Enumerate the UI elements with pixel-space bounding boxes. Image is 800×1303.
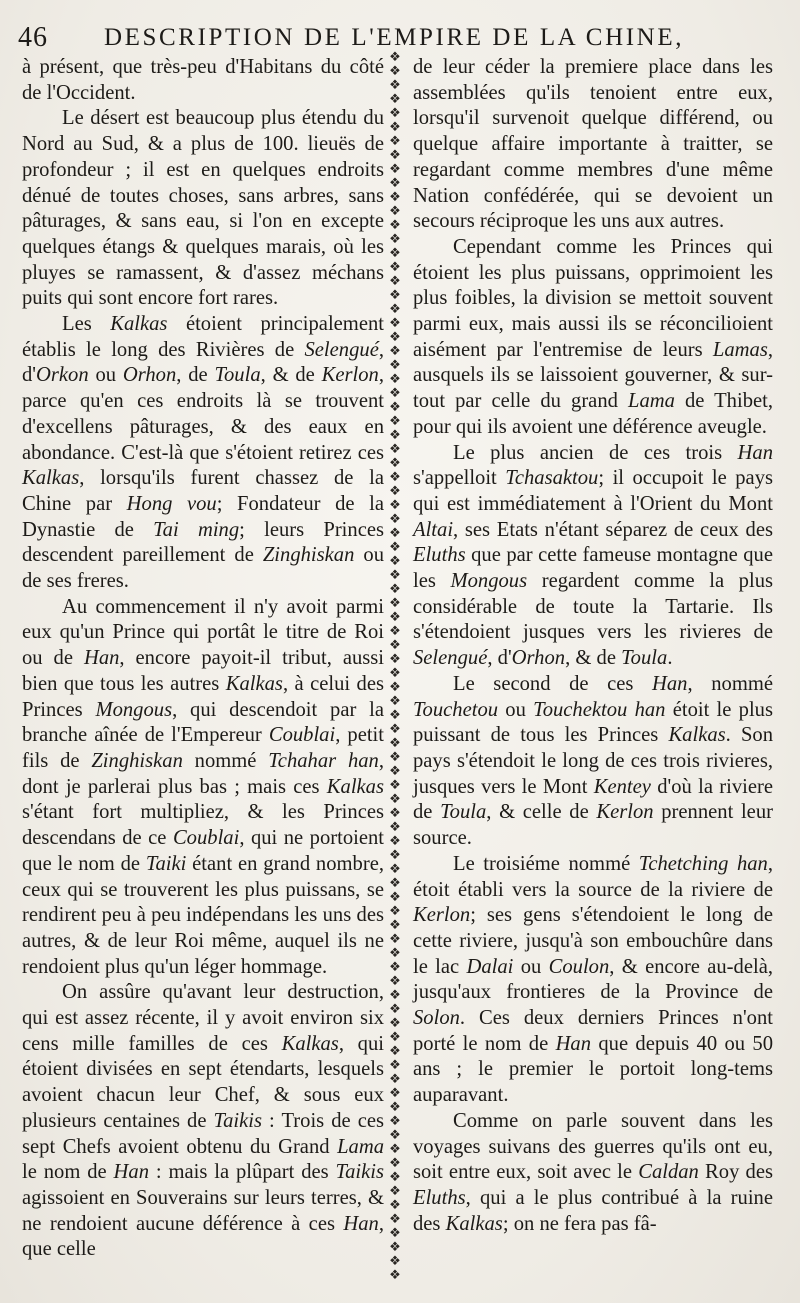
ornament-glyph: ❖	[389, 1099, 401, 1114]
text-run: Le plus ancien de ces trois	[453, 441, 738, 464]
ornament-glyph: ❖	[389, 315, 401, 330]
italic-term: Zinghiskan	[91, 749, 183, 772]
text-run: ; il occupoit le pays qui est immédiatement à l'Orient du Mont	[413, 467, 774, 515]
text-run: nommé	[182, 749, 269, 772]
italic-term: Kerlon	[413, 904, 471, 927]
ornament-glyph: ❖	[389, 1127, 401, 1142]
ornament-glyph: ❖	[389, 1169, 401, 1184]
text-run: que par cette fameuse montagne que les	[413, 544, 773, 593]
ornament-glyph: ❖	[389, 371, 401, 386]
text-run: agissoient en Souverains sur leurs terres, & ne rendoient aucune déférence à ces	[22, 1186, 384, 1235]
ornament-glyph: ❖	[389, 819, 401, 834]
paragraph	[22, 312, 384, 595]
italic-term: Lama	[337, 1135, 384, 1158]
paragraph	[22, 55, 384, 106]
text-run: , d'	[22, 338, 384, 387]
ornament-glyph: ❖	[389, 161, 401, 176]
text-run: étoit le plus puissant de tous les Princes	[413, 698, 773, 747]
text-run: regardent comme la plus considérable de toute la Tartarie. Ils s'étendoient jusques vers les rivieres de	[413, 570, 773, 644]
ornament-glyph: ❖	[389, 637, 401, 652]
text-run: . Son pays s'étendoit le long de ces trois rivieres, jusques vers le Mont	[413, 724, 773, 798]
ornament-glyph: ❖	[389, 105, 401, 120]
ornament-glyph: ❖	[389, 385, 401, 400]
ornament-glyph: ❖	[389, 343, 401, 358]
ornament-glyph: ❖	[389, 455, 401, 470]
italic-term: Dalai	[466, 955, 514, 978]
italic-term: Orkon	[36, 364, 89, 387]
text-run: ou de ses freres.	[22, 544, 384, 593]
page-header	[8, 20, 792, 54]
ornament-glyph: ❖	[389, 553, 401, 568]
italic-term: Coublai	[268, 724, 336, 747]
text-run: ; on ne fera pas fâ-	[502, 1212, 657, 1235]
text-run: étant en grand nombre, ceux qui se trouverent les plus puissans, se rendirent peu à peu indépendans les uns des autres, & de leur Roi même, auquel ils ne rendoient plus qu'un léger hommage.	[22, 852, 384, 978]
italic-term: Eluths	[413, 544, 466, 567]
ornament-glyph: ❖	[389, 399, 401, 414]
ornament-glyph: ❖	[389, 231, 401, 246]
text-run: prennent leur source.	[413, 801, 773, 850]
italic-term: Kalkas	[445, 1212, 503, 1235]
ornament-glyph: ❖	[389, 749, 401, 764]
italic-term: Tchetching han	[638, 852, 768, 875]
text-run: d'où la riviere de	[413, 775, 773, 824]
ornament-glyph: ❖	[389, 945, 401, 960]
text-run: , dont je parlerai plus bas ; mais ces	[22, 749, 384, 798]
ornament-glyph: ❖	[389, 119, 401, 134]
text-run: , & de	[565, 647, 622, 670]
italic-term: Selengué	[413, 647, 488, 670]
text-run: , ses Etats n'étant séparez de ceux des	[453, 518, 773, 541]
ornament-glyph: ❖	[389, 1239, 401, 1254]
ornament-glyph: ❖	[389, 791, 401, 806]
paragraph	[22, 980, 384, 1263]
italic-term: Han	[83, 647, 120, 670]
text-run: étoient principalement établis le long des Rivières de	[22, 313, 384, 361]
italic-term: Touchetou	[413, 698, 499, 721]
italic-term: Han	[737, 441, 773, 464]
text-run: On assûre qu'avant leur destruction, qui est assez récente, il y avoit environ six cens mille familles de ces	[22, 981, 384, 1055]
ornament-glyph: ❖	[389, 483, 401, 498]
italic-term: Tchahar han	[268, 749, 379, 772]
text-run: , que celle	[22, 1212, 384, 1261]
italic-term: Kentey	[593, 775, 651, 798]
text-run: ; Fondateur de la Dynastie de	[22, 492, 384, 541]
italic-term: Tchasaktou	[505, 467, 599, 490]
text-run: : mais la plûpart des	[149, 1161, 336, 1184]
paragraph	[413, 672, 773, 852]
ornament-glyph: ❖	[389, 469, 401, 484]
text-run: ou	[88, 364, 123, 387]
text-run: , encore payoit-il tribut, aussi bien que tous les autres	[22, 647, 385, 695]
ornament-glyph: ❖	[389, 427, 401, 442]
text-run: , & encore au-delà, jusqu'aux frontieres de la Province de	[413, 955, 773, 1004]
ornament-glyph: ❖	[389, 1057, 401, 1072]
text-run: Comme on parle souvent dans les voyages suivans des guerres qu'ils ont eu, soit entre eux, soit avec le	[413, 1109, 773, 1184]
ornament-glyph: ❖	[389, 203, 401, 218]
ornament-glyph: ❖	[389, 1253, 401, 1268]
ornament-glyph: ❖	[389, 707, 401, 722]
right-column	[413, 55, 773, 1237]
text-run: , qui étoient divisées en sept étendarts, lesquels avoient chacun leur Chef, & sous eux plusieurs centaines de	[22, 1032, 384, 1132]
text-run: .	[667, 647, 673, 670]
ornament-glyph: ❖	[389, 1001, 401, 1016]
ornament-glyph: ❖	[389, 175, 401, 190]
ornament-glyph: ❖	[389, 609, 401, 624]
ornament-glyph: ❖	[389, 567, 401, 582]
ornament-glyph: ❖	[389, 287, 401, 302]
ornament-glyph: ❖	[389, 721, 401, 736]
ornament-glyph: ❖	[389, 357, 401, 372]
italic-term: Toula	[214, 364, 261, 387]
ornament-glyph: ❖	[389, 1043, 401, 1058]
italic-term: Altai	[413, 518, 454, 541]
text-run: que depuis 40 ou 50 ans ; le premier le portoit long-tems auparavant.	[413, 1032, 773, 1107]
ornament-glyph: ❖	[389, 1197, 401, 1212]
italic-term: Tai ming	[153, 518, 240, 541]
italic-term: Kalkas	[668, 724, 726, 747]
ornament-glyph: ❖	[389, 847, 401, 862]
ornament-glyph: ❖	[389, 511, 401, 526]
text-run: ou	[513, 955, 549, 978]
text-run: , petit fils de	[22, 724, 384, 772]
text-run: , ausquels ils se laissoient gouverner, & sur-tout par celle du grand	[413, 338, 773, 413]
ornament-glyph: ❖	[389, 903, 401, 918]
text-run: , étoit établi vers la source de la riviere de	[413, 852, 773, 901]
italic-term: Taiki	[145, 852, 187, 875]
ornament-glyph: ❖	[389, 889, 401, 904]
ornament-glyph: ❖	[389, 987, 401, 1002]
ornament-glyph: ❖	[389, 91, 401, 106]
ornament-glyph: ❖	[389, 539, 401, 554]
ornament-glyph: ❖	[389, 679, 401, 694]
ornament-glyph: ❖	[389, 301, 401, 316]
italic-term: Han	[113, 1161, 150, 1184]
italic-term: Lamas	[712, 338, 768, 361]
italic-term: Caldan	[638, 1161, 699, 1184]
paragraph	[413, 55, 773, 235]
ornament-glyph: ❖	[389, 973, 401, 988]
paragraph	[413, 852, 773, 1109]
ornament-glyph: ❖	[389, 1141, 401, 1156]
ornament-glyph: ❖	[389, 581, 401, 596]
text-run: . Ces deux derniers Princes n'ont porté le nom de	[413, 1007, 773, 1055]
column-ornament-divider	[386, 50, 404, 1280]
italic-term: Orhon	[122, 364, 177, 387]
text-run: , qui descendoit par la branche aînée de l'Empereur	[22, 698, 384, 747]
italic-term: Lama	[627, 390, 675, 413]
italic-term: Selengué	[304, 338, 379, 361]
text-run: , à celui des Princes	[22, 672, 384, 721]
italic-term: Han	[343, 1212, 379, 1235]
italic-term: Kerlon	[321, 364, 379, 387]
ornament-glyph: ❖	[389, 1029, 401, 1044]
paragraph	[413, 441, 773, 672]
paragraph	[413, 1109, 773, 1238]
italic-term: Touchektou han	[533, 698, 666, 721]
italic-term: Kalkas	[225, 672, 283, 695]
ornament-glyph: ❖	[389, 63, 401, 78]
text-run: , lorsqu'ils furent chassez de la Chine par	[22, 467, 384, 515]
italic-term: Kalkas	[281, 1032, 339, 1055]
text-run: , de	[176, 364, 215, 387]
text-run: : Trois de ces sept Chefs avoient obtenu du Grand	[22, 1109, 385, 1158]
italic-term: Han	[652, 672, 688, 695]
text-run: Les	[62, 313, 111, 336]
ornament-glyph: ❖	[389, 861, 401, 876]
italic-term: Solon	[413, 1007, 460, 1030]
ornament-glyph: ❖	[389, 50, 401, 64]
ornament-glyph: ❖	[389, 329, 401, 344]
text-run: , parce qu'en ces endroits là se trouvent d'excellens pâturages, & des eaux en abondance. C'est-là que s'étoient retirez ces	[22, 364, 384, 464]
ornament-glyph: ❖	[389, 497, 401, 512]
italic-term: Kalkas	[22, 467, 80, 490]
ornament-glyph: ❖	[389, 217, 401, 232]
text-run: à présent, que très-peu d'Habitans du côté de l'Occident.	[22, 56, 384, 104]
ornament-glyph: ❖	[389, 1225, 401, 1240]
ornament-glyph: ❖	[389, 875, 401, 890]
italic-term: Kalkas	[110, 313, 168, 336]
ornament-glyph: ❖	[389, 273, 401, 288]
ornament-glyph: ❖	[389, 651, 401, 666]
text-run: le nom de	[22, 1161, 114, 1184]
ornament-glyph: ❖	[389, 665, 401, 680]
ornament-glyph: ❖	[389, 917, 401, 932]
page-number: 46	[18, 22, 48, 53]
ornament-glyph: ❖	[389, 1183, 401, 1198]
text-run: Le troisiéme nommé	[453, 852, 639, 875]
ornament-glyph: ❖	[389, 1267, 401, 1280]
text-run: s'étant fort multipliez, & les Princes descendans de ce	[22, 801, 384, 850]
text-run: Cependant comme les Princes qui étoient les plus puissans, opprimoient les plus foibles, la division se mettoit souvent parmi eux, mais aussi ils se réconcilioient aisément par l'entremise de leurs	[413, 235, 773, 361]
italic-term: Taikis	[335, 1161, 385, 1184]
ornament-glyph: ❖	[389, 595, 401, 610]
italic-term: Hong vou	[126, 492, 217, 515]
text-run: ; leurs Princes descendent pareillement de	[22, 518, 384, 567]
italic-term: Mongous	[450, 570, 528, 593]
ornament-glyph: ❖	[389, 441, 401, 456]
running-title: DESCRIPTION DE L'EMPIRE DE LA CHINE,	[104, 24, 685, 51]
paragraph	[413, 235, 773, 441]
text-run: , qui ne portoient que le nom de	[22, 827, 384, 875]
text-run: , nommé	[687, 672, 773, 695]
ornament-glyph: ❖	[389, 833, 401, 848]
ornament-glyph: ❖	[389, 1155, 401, 1170]
ornament-glyph: ❖	[389, 147, 401, 162]
left-column	[22, 55, 384, 1263]
text-run: , qui a le plus contribué à la ruine des	[413, 1186, 773, 1235]
ornament-glyph: ❖	[389, 1071, 401, 1086]
ornament-glyph: ❖	[389, 413, 401, 428]
italic-term: Taikis	[213, 1109, 263, 1132]
text-run: , & de	[260, 364, 322, 387]
text-run: s'appelloit	[413, 467, 506, 490]
text-run: ; ses gens s'étendoient le long de cette riviere, jusqu'à son embouchûre dans le lac	[413, 904, 773, 978]
text-run: de Thibet, pour qui ils avoient une déférence aveugle.	[413, 390, 773, 438]
italic-term: Mongous	[95, 698, 173, 721]
ornament-glyph: ❖	[389, 133, 401, 148]
ornament-glyph: ❖	[389, 693, 401, 708]
italic-term: Han	[555, 1032, 592, 1055]
ornament-glyph: ❖	[389, 931, 401, 946]
italic-term: Toula	[440, 801, 487, 824]
text-run: Le désert est beaucoup plus étendu du Nord au Sud, & a plus de 100. lieuës de profondeur ; il est en quelques endroits dénué de toutes choses, sans arbres, sans pâturages, & sans eau, si l'on en excepte quelques étangs & quelques marais, où les pluyes se ramassent, & d'assez méchans puits qui sont encore fort rares.	[22, 107, 384, 310]
italic-term: Kerlon	[596, 801, 654, 824]
text-run: ou	[498, 698, 534, 721]
ornament-glyph: ❖	[389, 805, 401, 820]
italic-term: Kalkas	[326, 775, 384, 798]
text-run: Le second de ces	[453, 672, 653, 695]
italic-term: Eluths	[413, 1186, 466, 1209]
italic-term: Zinghiskan	[262, 544, 355, 567]
ornament-glyph: ❖	[389, 1085, 401, 1100]
italic-term: Coublai	[172, 827, 240, 850]
ornament-glyph: ❖	[389, 735, 401, 750]
ornament-glyph: ❖	[389, 1211, 401, 1226]
ornament-glyph: ❖	[389, 189, 401, 204]
ornament-glyph: ❖	[389, 623, 401, 638]
ornament-glyph: ❖	[389, 245, 401, 260]
text-run: , & celle de	[486, 801, 597, 824]
ornament-glyph: ❖	[389, 763, 401, 778]
text-run: Roy des	[698, 1161, 773, 1184]
paragraph	[22, 106, 384, 312]
ornament-glyph: ❖	[389, 1015, 401, 1030]
text-run: de leur céder la premiere place dans les assemblées qu'ils tenoient entre eux, lorsqu'il survenoit quelque différend, ou quelque affaire importante à traitter, se regardant comme membres d'une même Nation confédérée, qui se devoient un secours réciproque les uns aux autres.	[413, 56, 773, 233]
text-run: , d'	[487, 647, 512, 670]
ornament-glyph: ❖	[389, 77, 401, 92]
ornament-glyph: ❖	[389, 777, 401, 792]
italic-term: Toula	[621, 647, 668, 670]
ornament-glyph: ❖	[389, 259, 401, 274]
italic-term: Orhon	[511, 647, 566, 670]
ornament-glyph: ❖	[389, 959, 401, 974]
italic-term: Coulon	[548, 955, 610, 978]
text-run: Au commencement il n'y avoit parmi eux qu'un Prince qui portât le titre de Roi ou de	[22, 595, 384, 670]
ornament-glyph: ❖	[389, 1113, 401, 1128]
paragraph	[22, 595, 384, 981]
ornament-glyph: ❖	[389, 525, 401, 540]
